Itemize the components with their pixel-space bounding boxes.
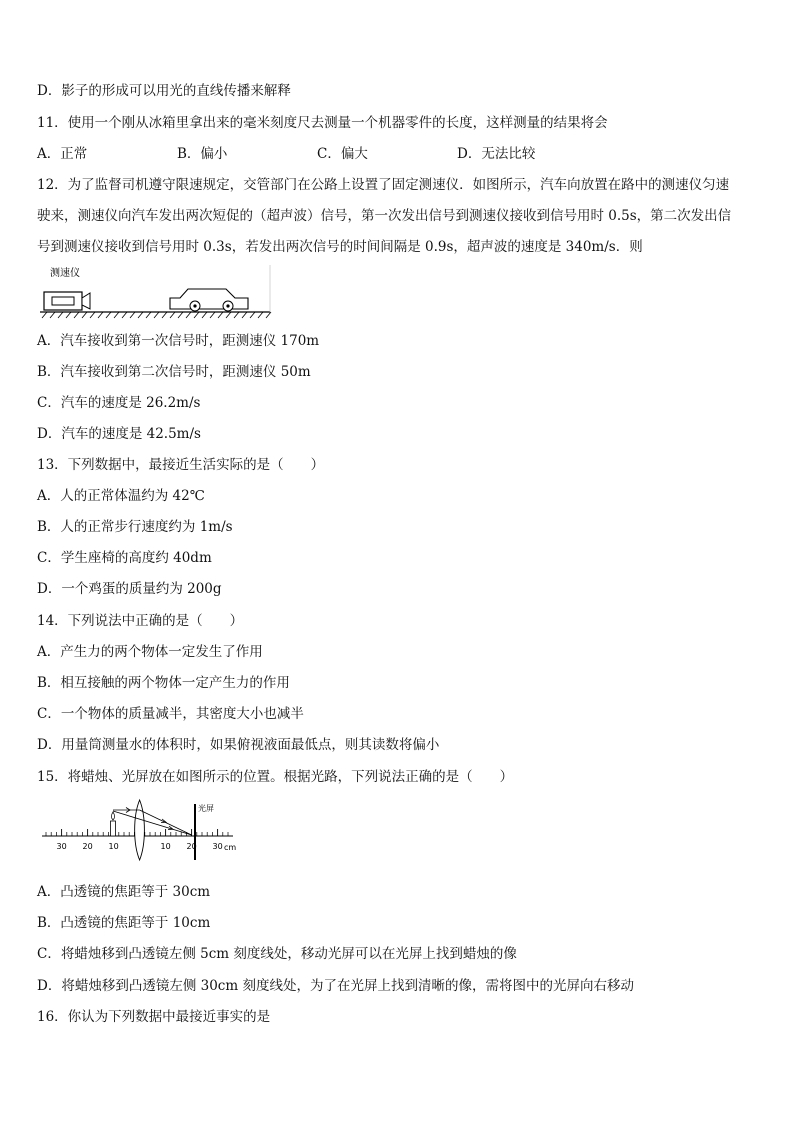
- q12-option-a: A．汽车接收到第一次信号时，距测速仪 170m: [37, 333, 320, 349]
- q12-option-b: B．汽车接收到第二次信号时，距测速仪 50m: [37, 364, 311, 380]
- q11-option-a: A．正常: [37, 146, 88, 162]
- speed-camera-diagram: [38, 265, 273, 325]
- light-screen-label: 光屏: [198, 804, 214, 813]
- q11-option-b: B．偏小: [177, 146, 228, 162]
- q12-option-c: C．汽车的速度是 26.2m/s: [37, 395, 201, 411]
- q12-figure: [38, 265, 273, 325]
- car-icon: [170, 289, 248, 311]
- candle-icon: [111, 812, 116, 836]
- q12-option-d: D．汽车的速度是 42.5m/s: [37, 426, 201, 442]
- q14-option-d: D．用量筒测量水的体积时，如果俯视液面最低点，则其读数将偏小: [37, 737, 440, 753]
- q13-stem: 13．下列数据中，最接近生活实际的是（ ）: [37, 457, 325, 473]
- tick-label: 20: [82, 842, 93, 851]
- q15-option-c: C．将蜡烛移到凸透镜左侧 5cm 刻度线处，移动光屏可以在光屏上找到蜡烛的像: [37, 946, 517, 962]
- speed-camera-label: 测速仪: [50, 268, 80, 279]
- optical-bench-diagram: [38, 798, 258, 864]
- tick-label: 30: [56, 842, 67, 851]
- q13-option-a: A．人的正常体温约为 42℃: [37, 488, 205, 504]
- ruler-unit-label: cm: [224, 843, 237, 852]
- q11-option-d: D．无法比较: [457, 146, 536, 162]
- q12-stem-line-2: 驶来，测速仪向汽车发出两次短促的（超声波）信号，第一次发出信号到测速仪接收到信号用时 0.5s，第二次发出信: [37, 208, 732, 224]
- q14-option-c: C．一个物体的质量减半，其密度大小也减半: [37, 706, 304, 722]
- q13-option-b: B．人的正常步行速度约为 1m/s: [37, 519, 233, 535]
- tick-label: 10: [108, 842, 119, 851]
- q11-options: [37, 144, 535, 164]
- tick-label: 10: [160, 842, 171, 851]
- q15-figure: [38, 798, 258, 864]
- q11-option-c: C．偏大: [317, 146, 368, 162]
- q12-stem-line-1: 12．为了监督司机遵守限速规定，交管部门在公路上设置了固定测速仪．如图所示，汽车向放置在路中的测速仪匀速: [37, 177, 730, 193]
- tick-label: 30: [212, 842, 223, 851]
- q11-stem: 11．使用一个刚从冰箱里拿出来的毫米刻度尺去测量一个机器零件的长度，这样测量的结果将会: [37, 115, 608, 131]
- road-hatching: [42, 312, 271, 318]
- q15-option-a: A．凸透镜的焦距等于 30cm: [37, 884, 211, 900]
- q16-stem: 16．你认为下列数据中最接近事实的是: [37, 1009, 271, 1025]
- speed-camera-icon: [44, 292, 90, 310]
- q13-option-d: D．一个鸡蛋的质量约为 200g: [37, 581, 222, 597]
- q12-stem-line-3: 号到测速仪接收到信号用时 0.3s，若发出两次信号的时间间隔是 0.9s，超声波的速度是 340m/s．则: [37, 239, 643, 255]
- tick-label: 20: [186, 842, 197, 851]
- q15-option-b: B．凸透镜的焦距等于 10cm: [37, 915, 211, 931]
- q14-option-a: A．产生力的两个物体一定发生了作用: [37, 644, 263, 660]
- q14-option-b: B．相互接触的两个物体一定产生力的作用: [37, 675, 290, 691]
- q15-option-d: D．将蜡烛移到凸透镜左侧 30cm 刻度线处，为了在光屏上找到清晰的像，需将图中的光屏向右移动: [37, 978, 634, 994]
- q15-stem: 15．将蜡烛、光屏放在如图所示的位置。根据光路，下列说法正确的是（ ）: [37, 769, 514, 785]
- q10-option-d: D．影子的形成可以用光的直线传播来解释: [37, 83, 291, 99]
- convex-lens-icon: [135, 800, 145, 860]
- q14-stem: 14．下列说法中正确的是（ ）: [37, 613, 244, 629]
- q13-option-c: C．学生座椅的高度约 40dm: [37, 550, 212, 566]
- light-rays: [113, 808, 192, 836]
